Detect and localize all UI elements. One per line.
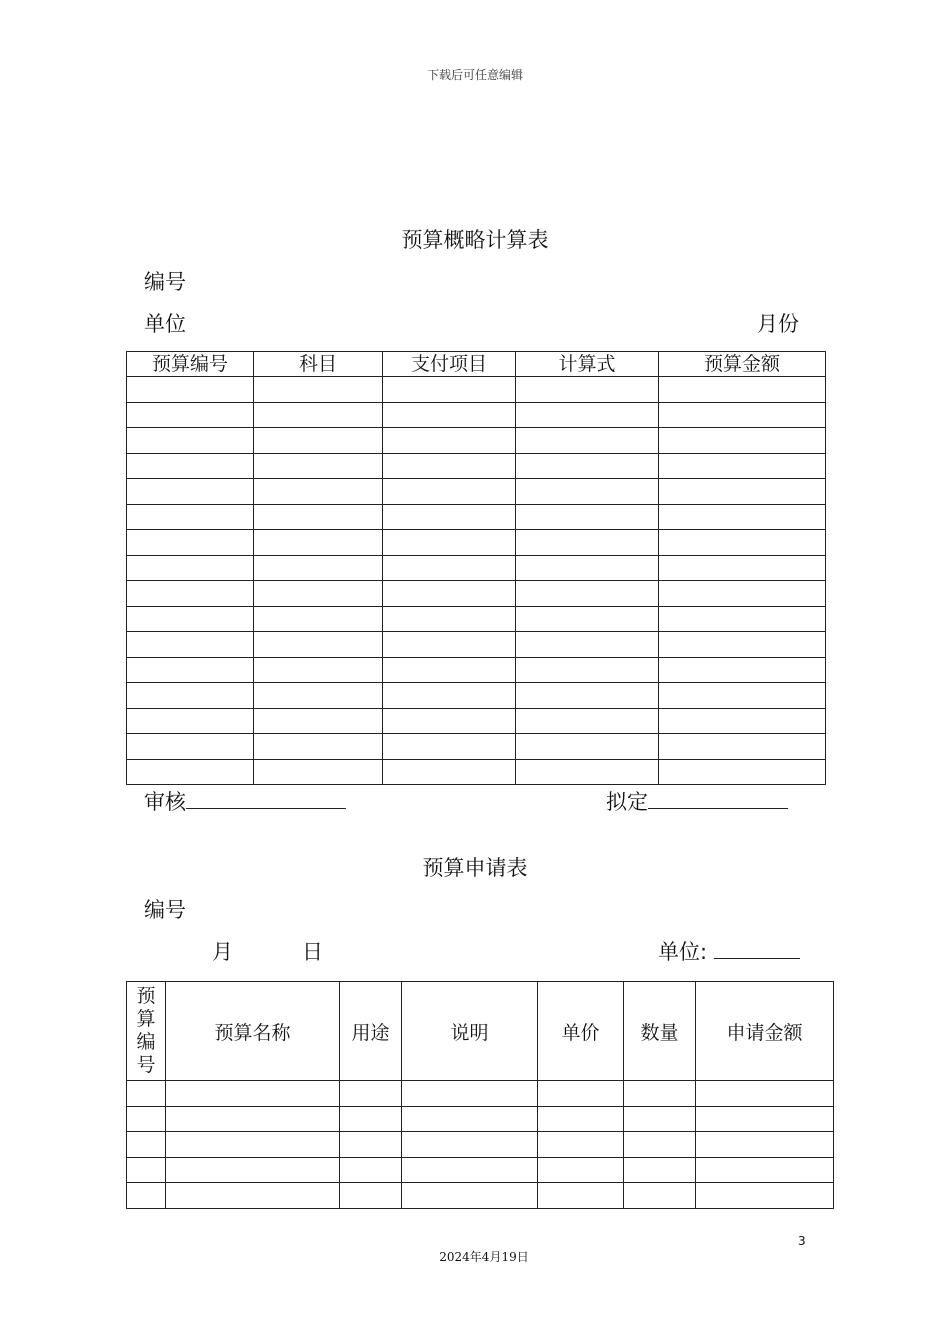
table-row [127,504,826,530]
table-row [127,377,826,403]
table-cell[interactable] [538,1081,624,1107]
table-cell[interactable] [516,453,659,479]
table-cell[interactable] [696,1157,834,1183]
table-row [127,632,826,658]
review-blank[interactable] [186,807,346,809]
form2-title: 预算申请表 [422,856,528,880]
table-cell[interactable] [659,530,826,556]
table-cell[interactable] [516,708,659,734]
table-cell[interactable] [659,555,826,581]
table-cell[interactable] [696,1183,834,1209]
col-budget-number [127,982,166,1081]
table-cell[interactable] [516,530,659,556]
table-cell[interactable] [166,1183,340,1209]
table-row [127,479,826,505]
draft-label: 拟定 [606,790,648,814]
table-body [127,377,826,785]
col-payment-item: 支付项目 [383,352,516,377]
table-cell[interactable] [383,428,516,454]
col-budget-number: 预算编号 [127,352,254,377]
draft-field [606,786,788,816]
table-cell[interactable] [383,504,516,530]
table-cell[interactable] [254,402,383,428]
table-cell[interactable] [659,632,826,658]
unit-blank[interactable] [714,957,800,959]
table-cell[interactable] [127,555,254,581]
table-cell[interactable] [254,453,383,479]
table-cell[interactable] [127,581,254,607]
table-cell[interactable] [340,1132,402,1158]
table-cell[interactable] [696,1106,834,1132]
table-cell[interactable] [127,377,254,403]
form1-month-label: 月份 [757,312,799,336]
table-body [127,1081,834,1209]
table-row [127,657,826,683]
table-cell[interactable] [340,1183,402,1209]
table-cell[interactable] [254,428,383,454]
table-cell[interactable] [340,1157,402,1183]
table-cell[interactable] [696,1081,834,1107]
col-unit-price: 单价 [538,982,624,1081]
table-cell[interactable] [659,402,826,428]
table-cell[interactable] [516,683,659,709]
table-cell[interactable] [538,1157,624,1183]
table-row [127,708,826,734]
table-cell[interactable] [659,708,826,734]
table-cell[interactable] [696,1132,834,1158]
table-cell[interactable] [659,453,826,479]
table-cell[interactable] [383,377,516,403]
table-cell[interactable] [127,683,254,709]
table-cell[interactable] [516,657,659,683]
table-cell[interactable] [127,606,254,632]
table-cell[interactable] [166,1157,340,1183]
table-cell[interactable] [254,734,383,760]
table-cell[interactable] [659,734,826,760]
table-cell[interactable] [254,530,383,556]
table-row [127,759,826,785]
table-cell[interactable] [383,657,516,683]
table-cell[interactable] [659,504,826,530]
table-cell[interactable] [166,1132,340,1158]
table-cell[interactable] [254,479,383,505]
table-cell[interactable] [538,1183,624,1209]
col-budget-name: 预算名称 [166,982,340,1081]
table-cell[interactable] [402,1183,538,1209]
budget-estimate-table [126,351,826,785]
header-note: 下载后可任意编辑 [426,68,523,82]
table-cell[interactable] [254,657,383,683]
table-cell[interactable] [383,581,516,607]
page-number: 3 [798,1234,806,1248]
table-cell[interactable] [659,428,826,454]
table-cell[interactable] [383,402,516,428]
table-row [127,555,826,581]
table-cell[interactable] [659,581,826,607]
table-row [127,1081,834,1107]
table-cell[interactable] [659,683,826,709]
table-cell[interactable] [254,708,383,734]
table-cell[interactable] [254,377,383,403]
table-cell[interactable] [624,1081,696,1107]
form2-unit-field [658,936,800,966]
table-cell[interactable] [127,1157,166,1183]
table-cell[interactable] [624,1157,696,1183]
table-cell[interactable] [402,1132,538,1158]
table-cell[interactable] [127,734,254,760]
table-row [127,683,826,709]
table-cell[interactable] [127,708,254,734]
col-description: 说明 [402,982,538,1081]
table-cell[interactable] [127,453,254,479]
vertical-header-char: 号 [136,1054,156,1076]
table-cell[interactable] [516,606,659,632]
table-cell[interactable] [516,555,659,581]
table-cell[interactable] [340,1106,402,1132]
table-cell[interactable] [402,1081,538,1107]
table-cell[interactable] [127,632,254,658]
table-cell[interactable] [383,555,516,581]
table-row [127,734,826,760]
table-cell[interactable] [254,606,383,632]
table-cell[interactable] [516,377,659,403]
vertical-header-char: 算 [136,1008,156,1030]
table-cell[interactable] [516,632,659,658]
table-cell[interactable] [127,1183,166,1209]
table-cell[interactable] [402,1157,538,1183]
table-cell[interactable] [659,479,826,505]
table-row [127,1132,834,1158]
table-cell[interactable] [659,377,826,403]
table-cell[interactable] [516,479,659,505]
footer-date: 2024年4月19日 [439,1250,529,1264]
table-cell[interactable] [516,504,659,530]
table-cell[interactable] [516,734,659,760]
review-label: 审核 [144,790,186,814]
form1-title: 预算概略计算表 [401,228,549,252]
table-cell[interactable] [516,428,659,454]
table-cell[interactable] [659,759,826,785]
form2-number-label: 编号 [144,898,186,922]
table-row [127,453,826,479]
table-cell[interactable] [624,1106,696,1132]
table-cell[interactable] [127,504,254,530]
form1-number-label: 编号 [144,270,186,294]
table-cell[interactable] [254,581,383,607]
table-row [127,1106,834,1132]
table-cell[interactable] [166,1081,340,1107]
table-cell[interactable] [659,606,826,632]
table-cell[interactable] [538,1132,624,1158]
table-row [127,402,826,428]
table-cell[interactable] [516,581,659,607]
vertical-header-char: 预 [136,985,156,1007]
col-formula: 计算式 [516,352,659,377]
table-cell[interactable] [383,530,516,556]
draft-blank[interactable] [648,807,788,809]
table-cell[interactable] [383,759,516,785]
vertical-header-char: 编 [136,1031,156,1053]
table-cell[interactable] [383,734,516,760]
table-cell[interactable] [254,504,383,530]
table-row [127,1157,834,1183]
table-cell[interactable] [383,479,516,505]
table-cell[interactable] [166,1106,340,1132]
col-purpose: 用途 [340,982,402,1081]
table-cell[interactable] [127,428,254,454]
table-cell[interactable] [383,683,516,709]
table-row [127,530,826,556]
table-row [127,581,826,607]
table-cell[interactable] [659,657,826,683]
table-cell[interactable] [383,708,516,734]
table-row [127,1183,834,1209]
review-field [144,786,346,816]
table-cell[interactable] [624,1183,696,1209]
table-cell[interactable] [538,1106,624,1132]
col-budget-amount: 预算金额 [659,352,826,377]
table-cell[interactable] [254,683,383,709]
table-cell[interactable] [516,402,659,428]
table-cell[interactable] [127,1081,166,1107]
table-row [127,606,826,632]
budget-application-table [126,981,834,1209]
table-cell[interactable] [254,632,383,658]
table-cell[interactable] [127,759,254,785]
col-subject: 科目 [254,352,383,377]
table-cell[interactable] [127,657,254,683]
table-cell[interactable] [516,759,659,785]
table-cell[interactable] [383,632,516,658]
table-cell[interactable] [254,555,383,581]
table-cell[interactable] [383,606,516,632]
table-cell[interactable] [624,1132,696,1158]
table-cell[interactable] [127,530,254,556]
table-cell[interactable] [127,1132,166,1158]
form2-day-label: 日 [302,940,323,964]
table-row [127,428,826,454]
form2-month-label: 月 [212,940,233,964]
col-requested-amount: 申请金额 [696,982,834,1081]
table-cell[interactable] [127,1106,166,1132]
table-cell[interactable] [127,479,254,505]
table-cell[interactable] [340,1081,402,1107]
table-cell[interactable] [383,453,516,479]
col-quantity: 数量 [624,982,696,1081]
table-cell[interactable] [402,1106,538,1132]
form1-unit-label: 单位 [144,312,186,336]
table-cell[interactable] [254,759,383,785]
table-cell[interactable] [127,402,254,428]
form2-unit-label: 单位: [658,940,708,964]
